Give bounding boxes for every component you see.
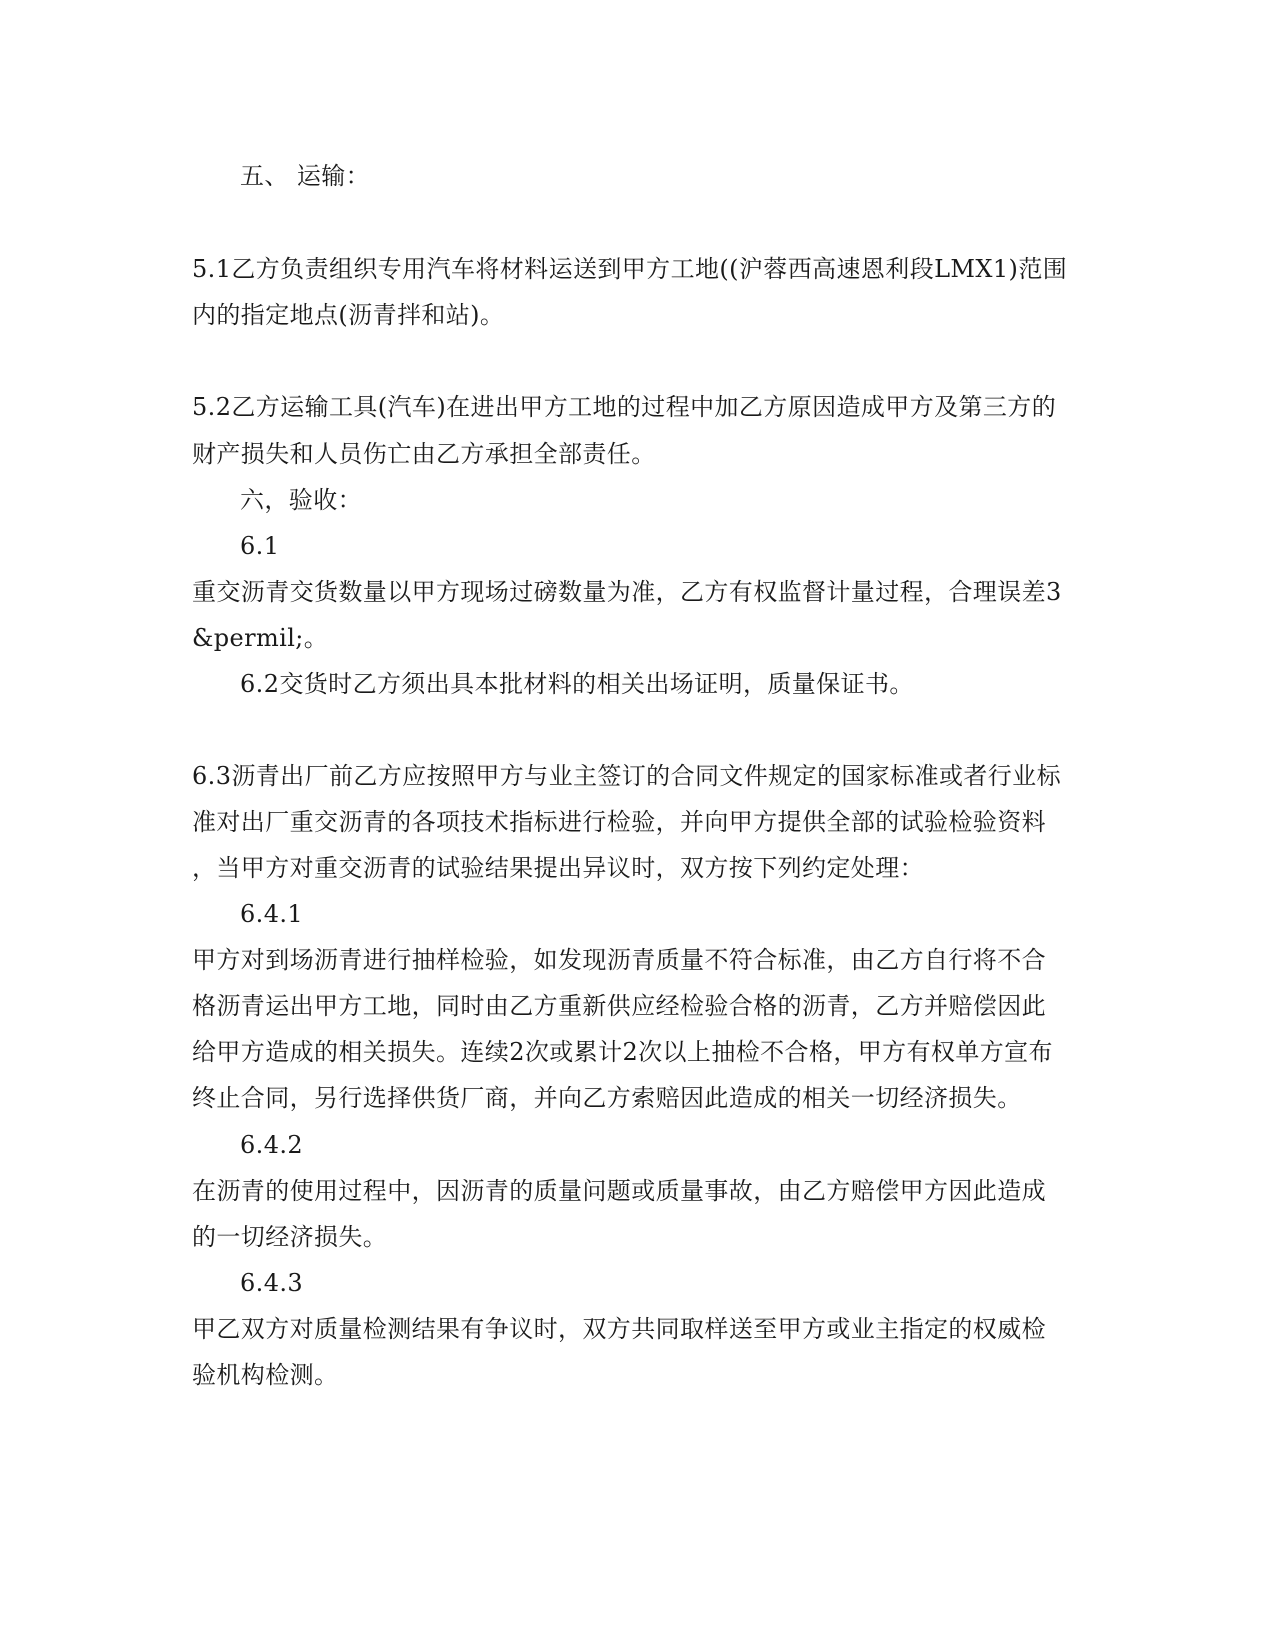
clause-6-4-2-line-1: 在沥青的使用过程中，因沥青的质量问题或质量事故，由乙方赔偿甲方因此造成 <box>192 1177 1046 1205</box>
clause-6-2: 6.2交货时乙方须出具本批材料的相关出场证明，质量保证书。 <box>240 670 914 698</box>
clause-6-1-line-2: &permil;。 <box>192 624 329 652</box>
clause-6-4-1-line-4: 终止合同，另行选择供货厂商，并向乙方索赔因此造成的相关一切经济损失。 <box>192 1084 1022 1112</box>
clause-6-3-line-3: ，当甲方对重交沥青的试验结果提出异议时，双方按下列约定处理： <box>192 854 924 882</box>
clause-6-4-3-line-2: 验机构检测。 <box>192 1361 339 1389</box>
clause-6-4-1-line-3: 给甲方造成的相关损失。连续2次或累计2次以上抽检不合格，甲方有权单方宣布 <box>192 1038 1053 1066</box>
clause-6-3-line-1: 6.3沥青出厂前乙方应按照甲方与业主签订的合同文件规定的国家标准或者行业标 <box>192 762 1061 790</box>
clause-6-4-1-line-2: 格沥青运出甲方工地，同时由乙方重新供应经检验合格的沥青，乙方并赔偿因此 <box>192 992 1046 1020</box>
clause-5-1-line-2: 内的指定地点(沥青拌和站)。 <box>192 301 505 329</box>
clause-5-2-line-1: 5.2乙方运输工具(汽车)在进出甲方工地的过程中加乙方原因造成甲方及第三方的 <box>192 393 1057 421</box>
clause-6-4-2-number: 6.4.2 <box>240 1131 304 1159</box>
clause-5-1-line-1: 5.1乙方负责组织专用汽车将材料运送到甲方工地((沪蓉西高速恩利段LMX1)范围 <box>192 255 1068 283</box>
clause-6-4-1-number: 6.4.1 <box>240 900 304 928</box>
clause-6-3-line-2: 准对出厂重交沥青的各项技术指标进行检验，并向甲方提供全部的试验检验资料 <box>192 808 1046 836</box>
section-5-heading: 五、 运输： <box>240 162 371 190</box>
clause-6-4-1-line-1: 甲方对到场沥青进行抽样检验，如发现沥青质量不符合标准，由乙方自行将不合 <box>192 946 1046 974</box>
clause-6-4-3-line-1: 甲乙双方对质量检测结果有争议时，双方共同取样送至甲方或业主指定的权威检 <box>192 1315 1046 1343</box>
clause-6-4-3-number: 6.4.3 <box>240 1269 304 1297</box>
clause-5-2-line-2: 财产损失和人员伤亡由乙方承担全部责任。 <box>192 440 656 468</box>
clause-6-4-2-line-2: 的一切经济损失。 <box>192 1223 388 1251</box>
section-6-heading: 六，验收： <box>240 486 362 514</box>
clause-6-1-line-1: 重交沥青交货数量以甲方现场过磅数量为准，乙方有权监督计量过程，合理误差3 <box>192 578 1062 606</box>
clause-6-1-number: 6.1 <box>240 532 280 560</box>
